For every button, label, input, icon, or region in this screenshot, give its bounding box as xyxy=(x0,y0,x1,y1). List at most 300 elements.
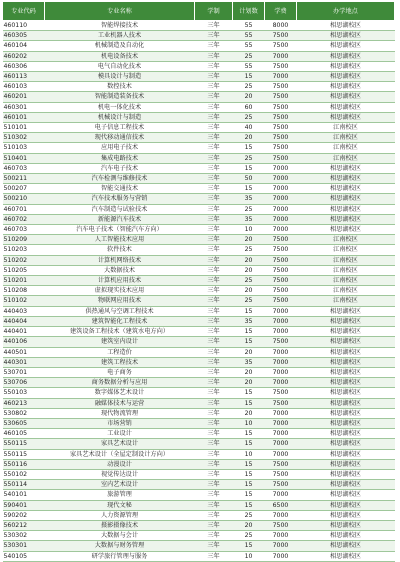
major-name-cell: 建筑室内设计 xyxy=(45,337,195,347)
duration-cell: 三年 xyxy=(195,235,233,245)
tuition-cell: 7000 xyxy=(265,449,297,459)
campus-cell: 相思湖校区 xyxy=(297,388,395,398)
plan-count-cell: 25 xyxy=(233,153,265,163)
tuition-cell: 7000 xyxy=(265,194,297,204)
tuition-cell: 7500 xyxy=(265,286,297,296)
major-code-cell: 510102 xyxy=(3,296,45,306)
duration-cell: 三年 xyxy=(195,459,233,469)
major-code-cell: 530301 xyxy=(3,541,45,551)
major-name-cell: 现代文秘 xyxy=(45,500,195,510)
major-name-cell: 人力资源管理 xyxy=(45,510,195,520)
major-code-cell: 510101 xyxy=(3,123,45,133)
table-row xyxy=(3,235,395,245)
table-row xyxy=(3,398,395,408)
table-row xyxy=(3,21,395,31)
major-name-cell: 旅游管理 xyxy=(45,490,195,500)
table-row xyxy=(3,459,395,469)
tuition-cell: 7000 xyxy=(265,347,297,357)
major-name-cell: 虚拟现实技术应用 xyxy=(45,286,195,296)
campus-cell: 江南校区 xyxy=(297,143,395,153)
duration-cell: 三年 xyxy=(195,439,233,449)
major-name-cell: 电子商务 xyxy=(45,367,195,377)
tuition-cell: 7500 xyxy=(265,112,297,122)
duration-cell: 三年 xyxy=(195,61,233,71)
campus-cell: 相思湖校区 xyxy=(297,531,395,541)
header-years: 学制 xyxy=(195,2,233,21)
table-row xyxy=(3,153,395,163)
major-name-cell: 物联网应用技术 xyxy=(45,296,195,306)
campus-cell: 江南校区 xyxy=(297,245,395,255)
duration-cell: 三年 xyxy=(195,531,233,541)
tuition-cell: 7500 xyxy=(265,143,297,153)
plan-count-cell: 25 xyxy=(233,276,265,286)
table-row xyxy=(3,265,395,275)
major-name-cell: 室内艺术设计 xyxy=(45,480,195,490)
plan-count-cell: 50 xyxy=(233,174,265,184)
campus-cell: 江南校区 xyxy=(297,276,395,286)
table-row xyxy=(3,418,395,428)
campus-cell: 江南校区 xyxy=(297,235,395,245)
plan-count-cell: 25 xyxy=(233,51,265,61)
major-code-cell: 510302 xyxy=(3,133,45,143)
major-code-cell: 530302 xyxy=(3,531,45,541)
campus-cell: 相思湖校区 xyxy=(297,21,395,31)
major-name-cell: 人工智能技术应用 xyxy=(45,235,195,245)
major-code-cell: 460105 xyxy=(3,429,45,439)
duration-cell: 三年 xyxy=(195,490,233,500)
major-code-cell: 510103 xyxy=(3,143,45,153)
plan-count-cell: 15 xyxy=(233,72,265,82)
plan-count-cell: 15 xyxy=(233,490,265,500)
campus-cell: 江南校区 xyxy=(297,133,395,143)
tuition-cell: 6500 xyxy=(265,500,297,510)
table-row xyxy=(3,204,395,214)
campus-cell: 相思湖校区 xyxy=(297,367,395,377)
campus-cell: 相思湖校区 xyxy=(297,418,395,428)
table-row xyxy=(3,143,395,153)
tuition-cell: 7500 xyxy=(265,31,297,41)
plan-count-cell: 25 xyxy=(233,112,265,122)
major-name-cell: 研学旅行管理与服务 xyxy=(45,551,195,561)
campus-cell: 相思湖校区 xyxy=(297,429,395,439)
campus-cell: 相思湖校区 xyxy=(297,398,395,408)
campus-cell: 相思湖校区 xyxy=(297,520,395,530)
tuition-cell: 7500 xyxy=(265,388,297,398)
duration-cell: 三年 xyxy=(195,163,233,173)
tuition-cell: 7500 xyxy=(265,61,297,71)
major-code-cell: 460213 xyxy=(3,398,45,408)
major-code-cell: 540101 xyxy=(3,490,45,500)
major-code-cell: 500207 xyxy=(3,184,45,194)
tuition-cell: 7500 xyxy=(265,102,297,112)
plan-count-cell: 25 xyxy=(233,531,265,541)
header-row xyxy=(3,2,395,21)
table-row xyxy=(3,327,395,337)
major-name-cell: 汽车电子技术（智能汽车方向） xyxy=(45,225,195,235)
major-name-cell: 建筑工程技术 xyxy=(45,357,195,367)
major-code-cell: 550116 xyxy=(3,459,45,469)
plan-count-cell: 15 xyxy=(233,459,265,469)
campus-cell: 相思湖校区 xyxy=(297,449,395,459)
duration-cell: 三年 xyxy=(195,174,233,184)
campus-cell: 相思湖校区 xyxy=(297,316,395,326)
plan-count-cell: 25 xyxy=(233,510,265,520)
duration-cell: 三年 xyxy=(195,469,233,479)
duration-cell: 三年 xyxy=(195,214,233,224)
duration-cell: 三年 xyxy=(195,265,233,275)
campus-cell: 江南校区 xyxy=(297,296,395,306)
duration-cell: 三年 xyxy=(195,92,233,102)
tuition-cell: 7500 xyxy=(265,235,297,245)
duration-cell: 三年 xyxy=(195,357,233,367)
plan-count-cell: 15 xyxy=(233,163,265,173)
plan-count-cell: 20 xyxy=(233,367,265,377)
table-row xyxy=(3,408,395,418)
duration-cell: 三年 xyxy=(195,194,233,204)
campus-cell: 相思湖校区 xyxy=(297,480,395,490)
duration-cell: 三年 xyxy=(195,520,233,530)
major-code-cell: 510208 xyxy=(3,286,45,296)
major-name-cell: 集成电路技术 xyxy=(45,153,195,163)
duration-cell: 三年 xyxy=(195,143,233,153)
major-code-cell: 560212 xyxy=(3,520,45,530)
campus-cell: 相思湖校区 xyxy=(297,214,395,224)
major-name-cell: 汽车电子技术 xyxy=(45,163,195,173)
tuition-cell: 7500 xyxy=(265,480,297,490)
major-name-cell: 工程造价 xyxy=(45,347,195,357)
table-row xyxy=(3,92,395,102)
campus-cell: 相思湖校区 xyxy=(297,327,395,337)
major-code-cell: 460703 xyxy=(3,163,45,173)
table-row xyxy=(3,163,395,173)
major-name-cell: 电子信息工程技术 xyxy=(45,123,195,133)
duration-cell: 三年 xyxy=(195,296,233,306)
tuition-cell: 7500 xyxy=(265,469,297,479)
major-code-cell: 550103 xyxy=(3,388,45,398)
plan-count-cell: 25 xyxy=(233,82,265,92)
major-name-cell: 智能焊接技术 xyxy=(45,21,195,31)
table-row xyxy=(3,449,395,459)
table-row xyxy=(3,123,395,133)
table-row xyxy=(3,174,395,184)
major-name-cell: 机械制造及自动化 xyxy=(45,41,195,51)
duration-cell: 三年 xyxy=(195,337,233,347)
major-code-cell: 460301 xyxy=(3,102,45,112)
plan-count-cell: 20 xyxy=(233,235,265,245)
table-row xyxy=(3,296,395,306)
table-row xyxy=(3,469,395,479)
table-row xyxy=(3,429,395,439)
plan-count-cell: 35 xyxy=(233,316,265,326)
table-row xyxy=(3,276,395,286)
plan-count-cell: 15 xyxy=(233,388,265,398)
major-code-cell: 460104 xyxy=(3,41,45,51)
tuition-cell: 7500 xyxy=(265,255,297,265)
major-name-cell: 建筑智能化工程技术 xyxy=(45,316,195,326)
plan-count-cell: 15 xyxy=(233,500,265,510)
table-row xyxy=(3,388,395,398)
tuition-cell: 7000 xyxy=(265,439,297,449)
plan-count-cell: 15 xyxy=(233,337,265,347)
tuition-cell: 7500 xyxy=(265,123,297,133)
major-code-cell: 510209 xyxy=(3,235,45,245)
campus-cell: 相思湖校区 xyxy=(297,174,395,184)
tuition-cell: 7000 xyxy=(265,490,297,500)
plan-count-cell: 25 xyxy=(233,296,265,306)
major-name-cell: 计算机网络技术 xyxy=(45,255,195,265)
duration-cell: 三年 xyxy=(195,449,233,459)
campus-cell: 江南校区 xyxy=(297,153,395,163)
table-row xyxy=(3,439,395,449)
major-code-cell: 460701 xyxy=(3,204,45,214)
tuition-cell: 7500 xyxy=(265,245,297,255)
header-campus: 办学地点 xyxy=(297,2,395,21)
plan-count-cell: 10 xyxy=(233,551,265,561)
major-code-cell: 510203 xyxy=(3,245,45,255)
duration-cell: 三年 xyxy=(195,184,233,194)
table-row xyxy=(3,72,395,82)
major-name-cell: 大数据与财务管理 xyxy=(45,541,195,551)
duration-cell: 三年 xyxy=(195,480,233,490)
major-name-cell: 汽车技术服务与营销 xyxy=(45,194,195,204)
major-code-cell: 530605 xyxy=(3,418,45,428)
plan-count-cell: 20 xyxy=(233,378,265,388)
tuition-cell: 7000 xyxy=(265,306,297,316)
duration-cell: 三年 xyxy=(195,388,233,398)
table-row xyxy=(3,214,395,224)
plan-count-cell: 20 xyxy=(233,408,265,418)
duration-cell: 三年 xyxy=(195,418,233,428)
table-row xyxy=(3,133,395,143)
table-row xyxy=(3,286,395,296)
plan-count-cell: 15 xyxy=(233,541,265,551)
table-row xyxy=(3,255,395,265)
header-name: 专业名称 xyxy=(45,2,195,21)
major-name-cell: 模具设计与制造 xyxy=(45,72,195,82)
campus-cell: 相思湖校区 xyxy=(297,439,395,449)
major-name-cell: 大数据与会计 xyxy=(45,531,195,541)
major-name-cell: 视觉传达设计 xyxy=(45,469,195,479)
duration-cell: 三年 xyxy=(195,245,233,255)
campus-cell: 相思湖校区 xyxy=(297,490,395,500)
table-row xyxy=(3,245,395,255)
major-name-cell: 计算机应用技术 xyxy=(45,276,195,286)
tuition-cell: 7000 xyxy=(265,316,297,326)
major-code-cell: 540105 xyxy=(3,551,45,561)
major-code-cell: 460306 xyxy=(3,61,45,71)
major-name-cell: 家具艺术设计（全屋定制设计方向） xyxy=(45,449,195,459)
tuition-cell: 7500 xyxy=(265,520,297,530)
tuition-cell: 7500 xyxy=(265,153,297,163)
tuition-cell: 7000 xyxy=(265,72,297,82)
campus-cell: 相思湖校区 xyxy=(297,51,395,61)
campus-cell: 相思湖校区 xyxy=(297,306,395,316)
plan-count-cell: 35 xyxy=(233,194,265,204)
campus-cell: 相思湖校区 xyxy=(297,408,395,418)
major-name-cell: 动漫设计 xyxy=(45,459,195,469)
plan-count-cell: 55 xyxy=(233,41,265,51)
major-code-cell: 550115 xyxy=(3,439,45,449)
campus-cell: 相思湖校区 xyxy=(297,347,395,357)
major-name-cell: 汽车制造与试验技术 xyxy=(45,204,195,214)
campus-cell: 相思湖校区 xyxy=(297,551,395,561)
campus-cell: 江南校区 xyxy=(297,255,395,265)
table-row xyxy=(3,367,395,377)
major-code-cell: 550115 xyxy=(3,449,45,459)
tuition-cell: 7000 xyxy=(265,214,297,224)
major-name-cell: 应用电子技术 xyxy=(45,143,195,153)
duration-cell: 三年 xyxy=(195,347,233,357)
tuition-cell: 8000 xyxy=(265,21,297,31)
tuition-cell: 7500 xyxy=(265,133,297,143)
tuition-cell: 7000 xyxy=(265,541,297,551)
major-code-cell: 530701 xyxy=(3,367,45,377)
major-code-cell: 460305 xyxy=(3,31,45,41)
duration-cell: 三年 xyxy=(195,541,233,551)
major-code-cell: 460702 xyxy=(3,214,45,224)
major-name-cell: 机械设计与制造 xyxy=(45,112,195,122)
plan-count-cell: 55 xyxy=(233,21,265,31)
major-code-cell: 460703 xyxy=(3,225,45,235)
campus-cell: 相思湖校区 xyxy=(297,194,395,204)
tuition-cell: 7000 xyxy=(265,551,297,561)
table-row xyxy=(3,225,395,235)
major-name-cell: 数字媒体艺术设计 xyxy=(45,388,195,398)
plan-count-cell: 55 xyxy=(233,61,265,71)
plan-count-cell: 20 xyxy=(233,255,265,265)
campus-cell: 相思湖校区 xyxy=(297,61,395,71)
plan-count-cell: 40 xyxy=(233,123,265,133)
plan-count-cell: 10 xyxy=(233,418,265,428)
major-name-cell: 工业机器人技术 xyxy=(45,31,195,41)
campus-cell: 相思湖校区 xyxy=(297,102,395,112)
major-code-cell: 460110 xyxy=(3,21,45,31)
table-row xyxy=(3,102,395,112)
campus-cell: 江南校区 xyxy=(297,123,395,133)
major-code-cell: 440404 xyxy=(3,316,45,326)
tuition-cell: 7000 xyxy=(265,327,297,337)
duration-cell: 三年 xyxy=(195,82,233,92)
table-row xyxy=(3,378,395,388)
tuition-cell: 7500 xyxy=(265,265,297,275)
campus-cell: 相思湖校区 xyxy=(297,41,395,51)
duration-cell: 三年 xyxy=(195,286,233,296)
major-code-cell: 440301 xyxy=(3,357,45,367)
table-row xyxy=(3,306,395,316)
duration-cell: 三年 xyxy=(195,133,233,143)
campus-cell: 相思湖校区 xyxy=(297,378,395,388)
plan-count-cell: 20 xyxy=(233,133,265,143)
major-code-cell: 550114 xyxy=(3,480,45,490)
tuition-cell: 7500 xyxy=(265,337,297,347)
tuition-cell: 7500 xyxy=(265,459,297,469)
campus-cell: 相思湖校区 xyxy=(297,337,395,347)
major-name-cell: 供热通风与空调工程技术 xyxy=(45,306,195,316)
tuition-cell: 7500 xyxy=(265,82,297,92)
table-body xyxy=(3,21,395,562)
major-code-cell: 460103 xyxy=(3,82,45,92)
plan-count-cell: 55 xyxy=(233,31,265,41)
major-name-cell: 数控技术 xyxy=(45,82,195,92)
plan-count-cell: 15 xyxy=(233,306,265,316)
major-code-cell: 590401 xyxy=(3,500,45,510)
plan-count-cell: 20 xyxy=(233,347,265,357)
tuition-cell: 7000 xyxy=(265,367,297,377)
table-row xyxy=(3,500,395,510)
plan-count-cell: 15 xyxy=(233,469,265,479)
header-code: 专业代码 xyxy=(3,2,45,21)
plan-count-cell: 15 xyxy=(233,480,265,490)
campus-cell: 相思湖校区 xyxy=(297,541,395,551)
duration-cell: 三年 xyxy=(195,225,233,235)
tuition-cell: 7000 xyxy=(265,429,297,439)
tuition-cell: 7000 xyxy=(265,51,297,61)
major-code-cell: 440401 xyxy=(3,327,45,337)
major-code-cell: 510202 xyxy=(3,255,45,265)
campus-cell: 相思湖校区 xyxy=(297,82,395,92)
plan-count-cell: 35 xyxy=(233,357,265,367)
plan-count-cell: 20 xyxy=(233,92,265,102)
campus-cell: 相思湖校区 xyxy=(297,72,395,82)
duration-cell: 三年 xyxy=(195,112,233,122)
plan-count-cell: 20 xyxy=(233,286,265,296)
tuition-cell: 7000 xyxy=(265,408,297,418)
plan-count-cell: 15 xyxy=(233,398,265,408)
duration-cell: 三年 xyxy=(195,367,233,377)
plan-count-cell: 35 xyxy=(233,214,265,224)
duration-cell: 三年 xyxy=(195,72,233,82)
duration-cell: 三年 xyxy=(195,123,233,133)
campus-cell: 相思湖校区 xyxy=(297,500,395,510)
campus-cell: 相思湖校区 xyxy=(297,459,395,469)
campus-cell: 相思湖校区 xyxy=(297,357,395,367)
campus-cell: 相思湖校区 xyxy=(297,92,395,102)
plan-count-cell: 15 xyxy=(233,143,265,153)
tuition-cell: 7000 xyxy=(265,531,297,541)
duration-cell: 三年 xyxy=(195,500,233,510)
duration-cell: 三年 xyxy=(195,41,233,51)
duration-cell: 三年 xyxy=(195,31,233,41)
major-name-cell: 软件技术 xyxy=(45,245,195,255)
campus-cell: 相思湖校区 xyxy=(297,510,395,520)
plan-count-cell: 60 xyxy=(233,102,265,112)
plan-count-cell: 25 xyxy=(233,204,265,214)
table-row xyxy=(3,31,395,41)
major-code-cell: 550102 xyxy=(3,469,45,479)
major-code-cell: 460101 xyxy=(3,112,45,122)
duration-cell: 三年 xyxy=(195,255,233,265)
campus-cell: 相思湖校区 xyxy=(297,163,395,173)
table-row xyxy=(3,520,395,530)
major-name-cell: 电气自动化技术 xyxy=(45,61,195,71)
tuition-cell: 7500 xyxy=(265,296,297,306)
table-row xyxy=(3,531,395,541)
plan-count-cell: 15 xyxy=(233,439,265,449)
major-code-cell: 440501 xyxy=(3,347,45,357)
plan-count-cell: 15 xyxy=(233,429,265,439)
duration-cell: 三年 xyxy=(195,378,233,388)
major-code-cell: 510205 xyxy=(3,265,45,275)
major-name-cell: 汽车检测与维修技术 xyxy=(45,174,195,184)
table-row xyxy=(3,61,395,71)
tuition-cell: 7500 xyxy=(265,276,297,286)
major-name-cell: 智能交通技术 xyxy=(45,184,195,194)
major-name-cell: 机电一体化技术 xyxy=(45,102,195,112)
major-code-cell: 460113 xyxy=(3,72,45,82)
major-code-cell: 510401 xyxy=(3,153,45,163)
table-row xyxy=(3,357,395,367)
tuition-cell: 7000 xyxy=(265,225,297,235)
